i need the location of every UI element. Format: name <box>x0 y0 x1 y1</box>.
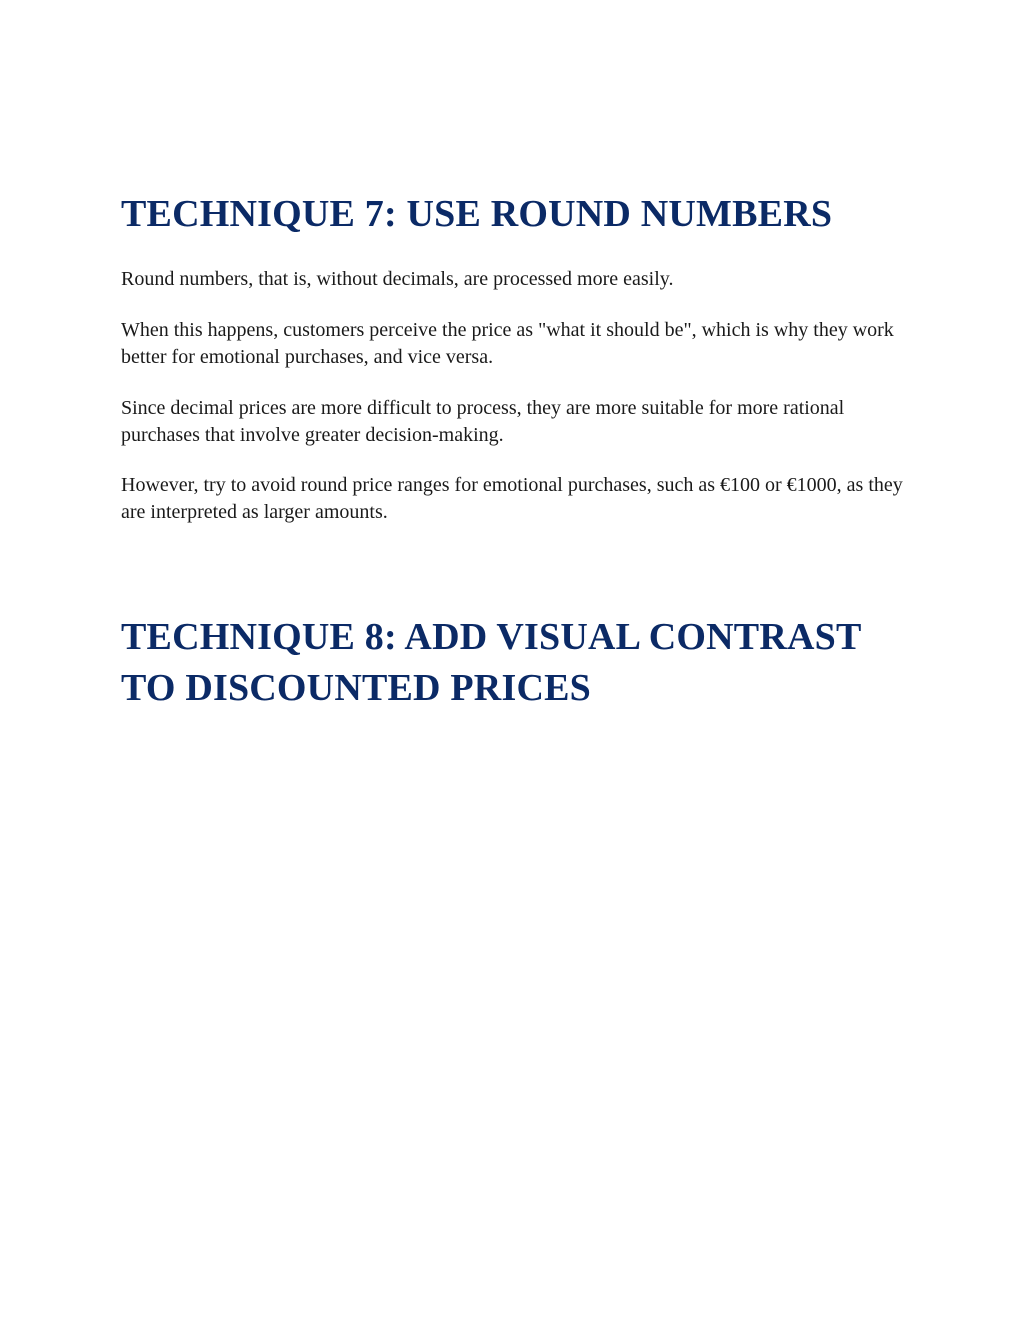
section-heading-technique-7: TECHNIQUE 7: USE ROUND NUMBERS <box>121 193 833 235</box>
paragraph-decimal-prices: Since decimal prices are more difficult to process, they are more suitable for more rational purchases that involve greater decision-making. <box>121 397 845 446</box>
section-heading-technique-8: TECHNIQUE 8: ADD VISUAL CONTRAST TO DISCOUNTED PRICES <box>121 616 861 709</box>
paragraph-avoid-round-ranges: However, try to avoid round price ranges for emotional purchases, such as €100 or €1000, as they are interpreted as larger amounts. <box>121 474 903 523</box>
paragraph-round-numbers-intro: Round numbers, that is, without decimals, are processed more easily. <box>121 268 674 290</box>
paragraph-customer-perception: When this happens, customers perceive the price as "what it should be", which is why they work better for emotional purchases, and vice versa. <box>121 319 894 368</box>
